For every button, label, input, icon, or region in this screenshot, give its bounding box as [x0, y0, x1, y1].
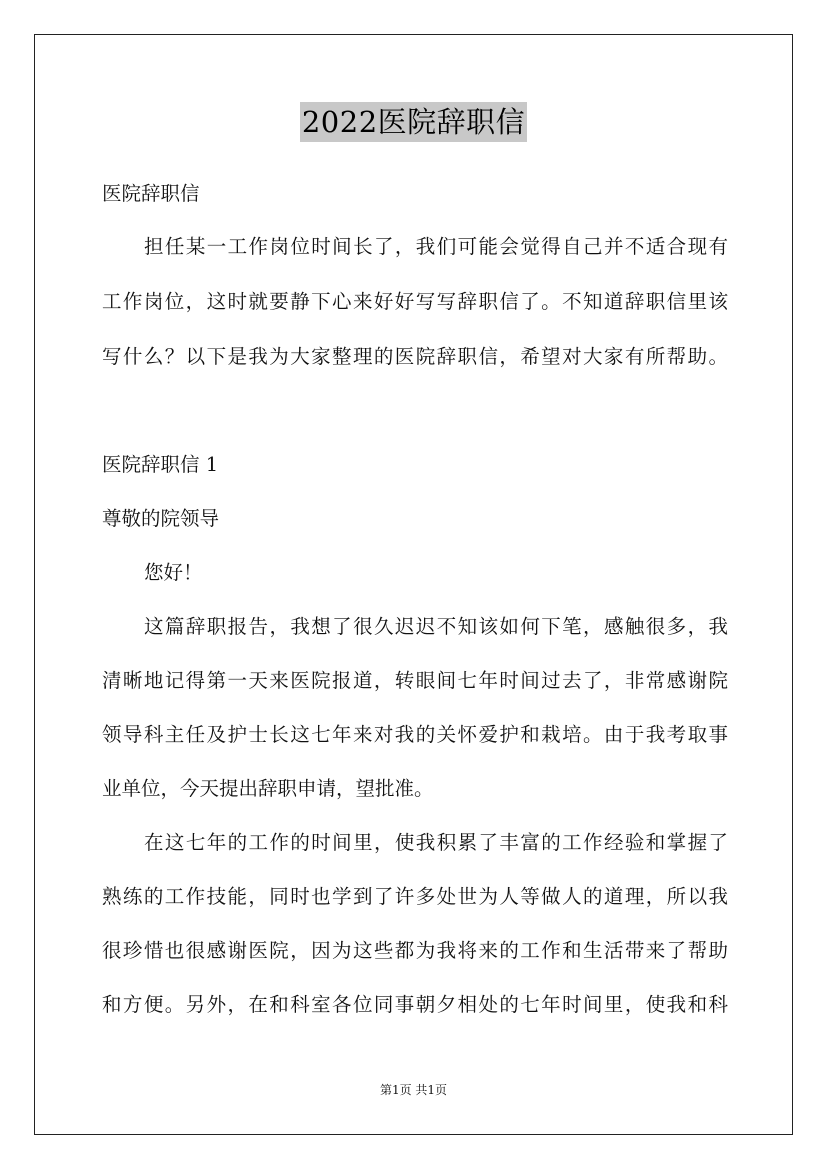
- paragraph-line: 清晰地记得第一天来医院报道，转眼间七年时间过去了，非常感谢院: [102, 669, 728, 692]
- paragraph-line: 熟练的工作技能，同时也学到了许多处世为人等做人的道理，所以我: [102, 885, 728, 908]
- paragraph-line: 写什么？以下是我为大家整理的医院辞职信，希望对大家有所帮助。: [102, 345, 728, 368]
- paragraph-line: 领导科主任及护士长这七年来对我的关怀爱护和栽培。由于我考取事: [102, 723, 728, 746]
- greeting: 您好！: [144, 561, 203, 584]
- paragraph-line: 业单位，今天提出辞职申请，望批准。: [102, 777, 434, 800]
- section-heading: 医院辞职信: [102, 182, 200, 205]
- page-number-footer: 第1页 共1页: [379, 1083, 448, 1097]
- salutation: 尊敬的院领导: [102, 507, 220, 530]
- letter-heading: 医院辞职信 1: [102, 453, 219, 476]
- paragraph-line: 工作岗位，这时就要静下心来好好写写辞职信了。不知道辞职信里该: [102, 290, 728, 313]
- document-title: 2022医院辞职信: [300, 102, 527, 142]
- paragraph-line: 和方便。另外，在和科室各位同事朝夕相处的七年时间里，使我和科: [102, 993, 728, 1016]
- paragraph-line: 这篇辞职报告，我想了很久迟迟不知该如何下笔，感触很多，我: [144, 615, 728, 638]
- paragraph-line: 担任某一工作岗位时间长了，我们可能会觉得自己并不适合现有: [144, 235, 728, 258]
- title-container: [0, 102, 827, 142]
- paragraph-line: 很珍惜也很感谢医院，因为这些都为我将来的工作和生活带来了帮助: [102, 939, 728, 962]
- paragraph-line: 在这七年的工作的时间里，使我积累了丰富的工作经验和掌握了: [144, 831, 728, 854]
